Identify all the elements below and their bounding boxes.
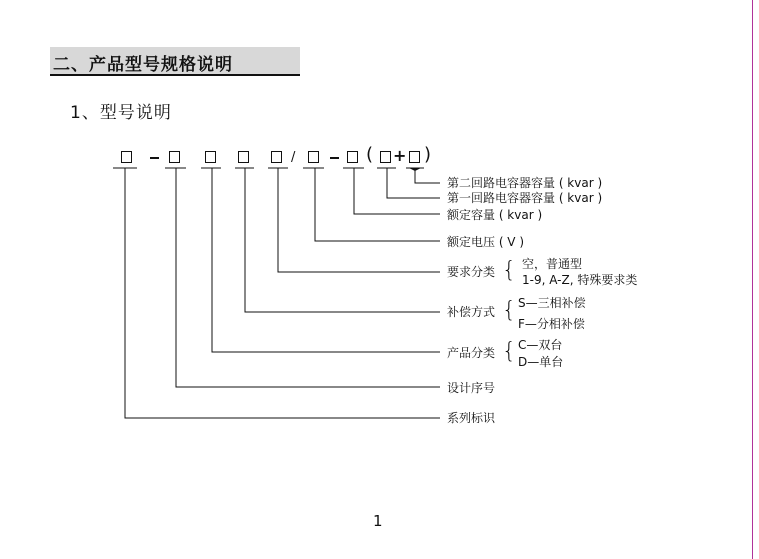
label-requirement-class: 要求分类 <box>447 265 496 279</box>
requirement-option-special: 1-9, A-Z, 特殊要求类 <box>522 273 638 287</box>
product-option-double: C—双台 <box>518 338 563 352</box>
page-number: 1 <box>373 512 383 530</box>
requirement-brace: { <box>502 258 516 283</box>
code-slash: / <box>291 150 296 165</box>
compensation-brace: { <box>502 298 516 323</box>
requirement-option-standard: 空，普通型 <box>522 257 583 271</box>
label-product-class: 产品分类 <box>447 346 496 360</box>
label-rated-voltage: 额定电压 ( V ) <box>447 235 525 249</box>
subsection-heading: 1、型号说明 <box>70 103 172 123</box>
label-rated-capacity: 额定容量 ( kvar ) <box>447 208 543 222</box>
compensation-option-three-phase: S—三相补偿 <box>518 296 586 310</box>
label-second-circuit-capacity: 第二回路电容器容量 ( kvar ) <box>447 176 603 190</box>
code-paren-open: ( <box>366 144 374 165</box>
label-compensation-method: 补偿方式 <box>447 305 496 319</box>
label-design-number: 设计序号 <box>447 381 496 395</box>
product-brace: { <box>502 339 516 364</box>
label-first-circuit-capacity: 第一回路电容器容量 ( kvar ) <box>447 191 603 205</box>
code-paren-close: ) <box>424 144 432 165</box>
code-plus: + <box>393 146 407 165</box>
section-heading: 二、产品型号规格说明 <box>53 55 233 75</box>
product-option-single: D—单台 <box>518 355 564 369</box>
label-series-id: 系列标识 <box>447 411 496 425</box>
compensation-option-split-phase: F—分相补偿 <box>518 317 585 331</box>
